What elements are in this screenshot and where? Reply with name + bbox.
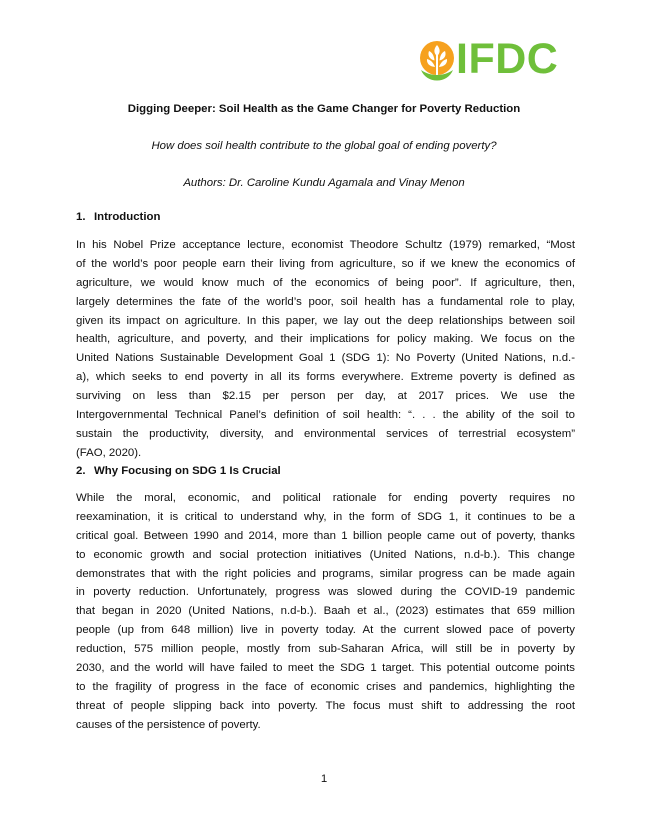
document-subtitle: How does soil health contribute to the global goal of ending poverty? — [151, 140, 497, 152]
paragraph-line: of the world’s poor people earn their living from agriculture, so if we knew the economics of — [76, 257, 575, 270]
paragraph-line: United Nations Sustainable Development Goal 1 (SDG 1): No Poverty (United Nations, n.d.- — [76, 352, 575, 365]
paragraph-line: to economic growth and social protection initiatives (United Nations, n.d-b.). This change — [76, 548, 575, 561]
paragraph-line: a), which seeks to end poverty in all its forms everywhere. Extreme poverty is defined as — [76, 371, 575, 384]
wheat-sun-icon — [418, 39, 456, 81]
paragraph-introduction — [76, 236, 575, 463]
paragraph-line: In his Nobel Prize acceptance lecture, economist Theodore Schultz (1979) remarked, “Most — [76, 239, 575, 251]
ifdc-logo — [418, 35, 578, 83]
paragraph-line: While the moral, economic, and political rationale for ending poverty requires no — [76, 492, 575, 504]
paragraph-line: agriculture, we would know much of the economics of being poor”. If agriculture, then, — [76, 276, 575, 289]
paragraph-line: largely determines the fate of the world’s poor, soil health has a fundamental role to play, — [76, 295, 575, 308]
paragraph-line: demonstrates that with the right policies and programs, similar progress can be made again — [76, 567, 575, 580]
paragraph-line: reduction, 575 million people, mostly from sub-Saharan Africa, will still be in poverty by — [76, 643, 575, 656]
section-heading-sdg1 — [76, 465, 281, 477]
document-title: Digging Deeper: Soil Health as the Game Changer for Poverty Reduction — [127, 103, 521, 115]
paragraph-line: surviving on less than $2.15 per person per day, at 2017 prices. We use the — [76, 390, 575, 403]
paragraph-line: health, agriculture, and poverty, and their implications for policy making. We focus on the — [76, 333, 575, 346]
paragraph-line: critical goal. Between 1990 and 2014, more than 1 billion people came out of poverty, thanks — [76, 529, 575, 542]
paragraph-line: threat of people slipping back into poverty. The focus must shift to addressing the root — [76, 699, 575, 712]
paragraph-line: reexamination, it is critical to understand why, in the form of SDG 1, it continues to be a — [76, 510, 575, 523]
paragraph-line: causes of the persistence of poverty. — [76, 718, 261, 731]
section-number: 1. — [76, 211, 86, 223]
paragraph-line: given its impact on agriculture. In this paper, we lay out the deep relationships between soil — [76, 314, 575, 327]
section-number: 2. — [76, 465, 86, 477]
paragraph-sdg1 — [76, 489, 575, 735]
document-authors: Authors: Dr. Caroline Kundu Agamala and Vinay Menon — [183, 177, 465, 189]
paragraph-line: that began in 2020 (United Nations, n.d-b.). Baah et al., (2023) estimates that 659 million — [76, 605, 575, 618]
paragraph-line: (FAO, 2020). — [76, 446, 142, 459]
section-heading-text: Why Focusing on SDG 1 Is Crucial — [94, 465, 281, 477]
paragraph-line: sustain the productivity, diversity, and environmental services of terrestrial ecosystem” — [76, 427, 575, 440]
logo-wordmark: IFDC — [456, 35, 559, 83]
paragraph-line: in poverty reduction. Unfortunately, progress was slowed during the COVID-19 pandemic — [76, 586, 575, 599]
section-heading-text: Introduction — [94, 211, 161, 223]
paragraph-line: Intergovernmental Technical Panel’s definition of soil health: “. . . the ability of the soil to — [76, 409, 575, 422]
page-number: 1 — [320, 773, 328, 785]
paragraph-line: 2030, and the world will have failed to meet the SDG 1 target. This potential outcome points — [76, 662, 575, 675]
paragraph-line: to the fragility of progress in the face of economic crises and pandemics, highlighting the — [76, 680, 575, 693]
paragraph-line: people (up from 648 million) live in poverty today. At the current slowed pace of poverty — [76, 624, 575, 637]
section-heading-introduction — [76, 211, 160, 223]
